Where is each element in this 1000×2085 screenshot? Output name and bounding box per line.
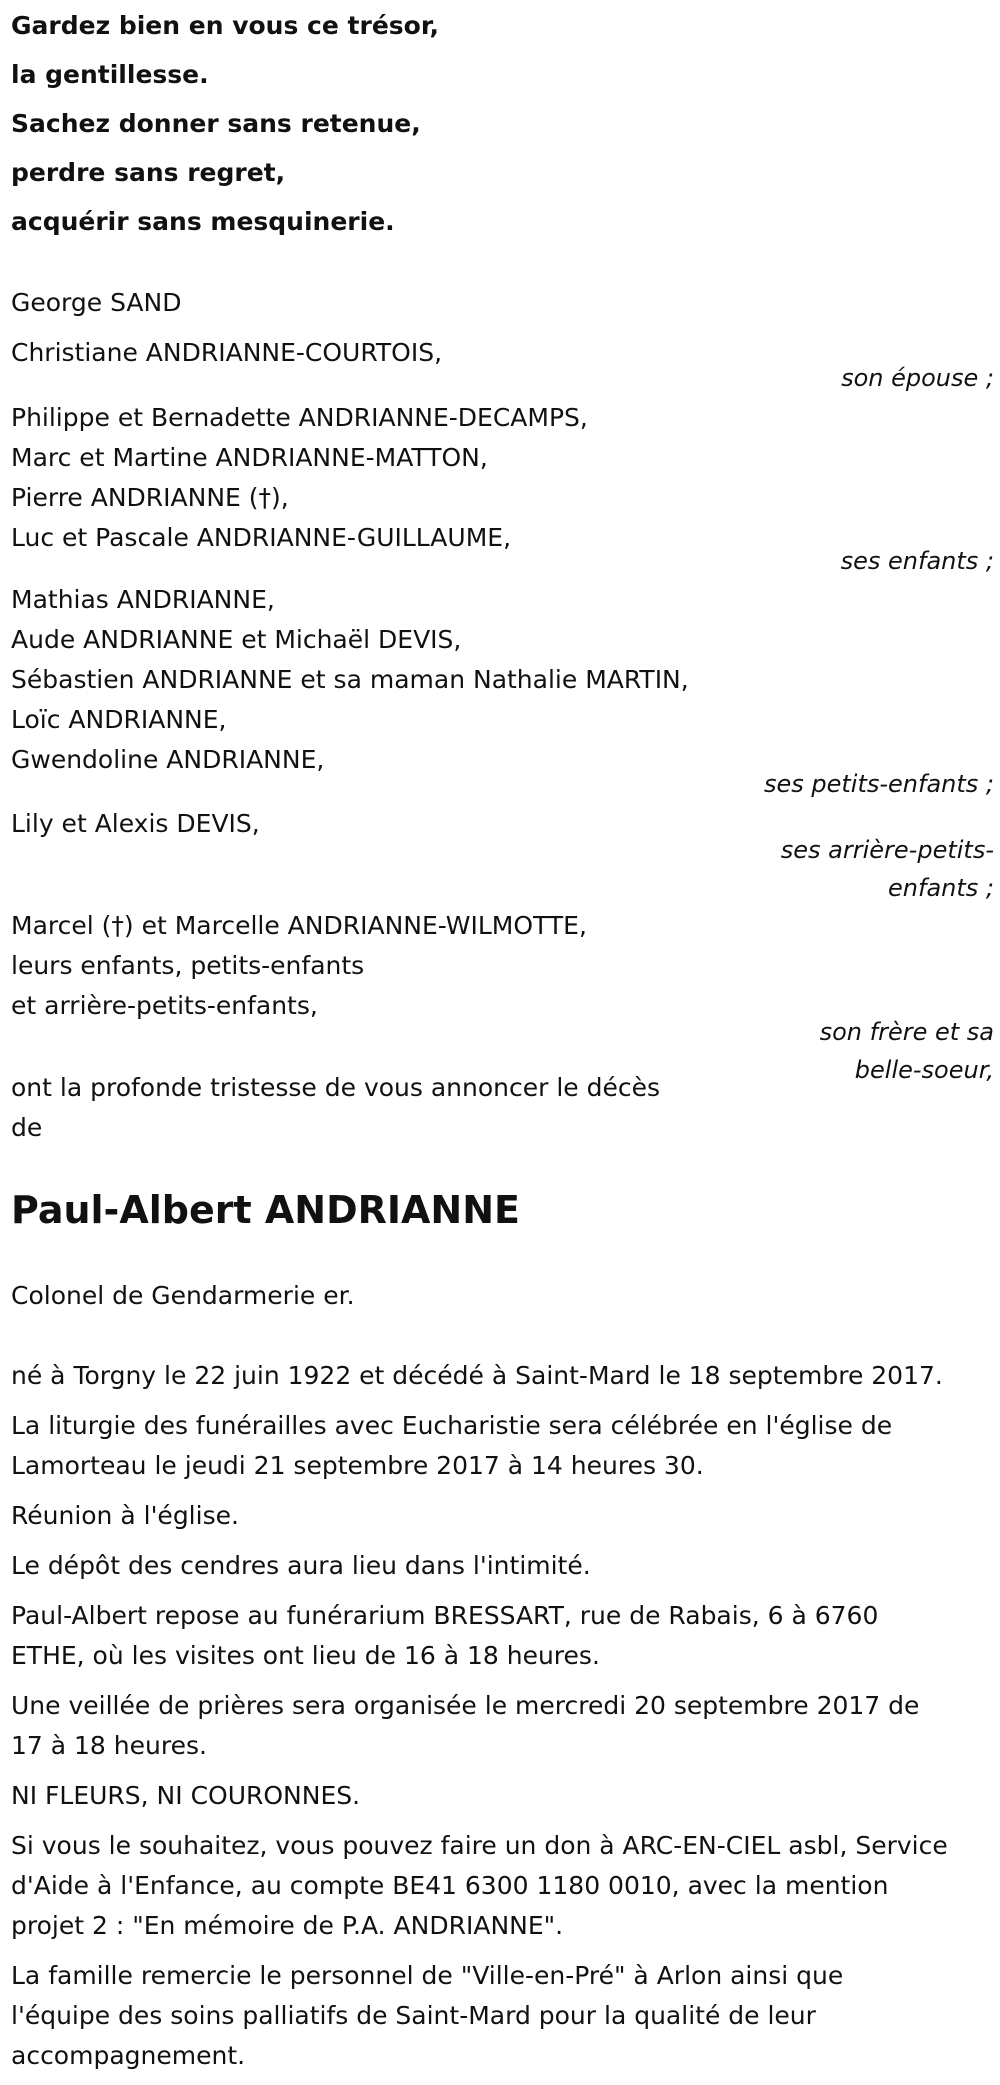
grandchild-name: Sébastien ANDRIANNE et sa maman Nathalie MARTIN,: [11, 665, 689, 694]
detail-line: NI FLEURS, NI COURONNES.: [11, 1781, 361, 1810]
child-name: Marc et Martine ANDRIANNE-MATTON,: [11, 443, 488, 472]
detail-line: né à Torgny le 22 juin 1922 et décédé à Saint-Mard le 18 septembre 2017.: [11, 1361, 943, 1390]
detail-line: projet 2 : "En mémoire de P.A. ANDRIANNE".: [11, 1911, 564, 1940]
announcement-line: ont la profonde tristesse de vous annoncer le décès: [11, 1073, 661, 1102]
detail-line: l'équipe des soins palliatifs de Saint-Mard pour la qualité de leur: [11, 2001, 816, 2030]
siblings-relation: son frère et sa: [819, 1018, 994, 1046]
quote-line: perdre sans regret,: [11, 158, 286, 187]
quote-line: la gentillesse.: [11, 60, 209, 89]
quote-author: George SAND: [11, 288, 182, 317]
detail-line: Réunion à l'église.: [11, 1501, 239, 1530]
detail-line: Paul-Albert repose au funérarium BRESSART, rue de Rabais, 6 à 6760: [11, 1601, 879, 1630]
child-name: Pierre ANDRIANNE (†),: [11, 483, 289, 512]
quote-line: Gardez bien en vous ce trésor,: [11, 11, 439, 40]
quote-line: Sachez donner sans retenue,: [11, 109, 421, 138]
detail-line: d'Aide à l'Enfance, au compte BE41 6300 1180 0010, avec la mention: [11, 1871, 889, 1900]
grandchildren-relation: ses petits-enfants ;: [763, 770, 994, 798]
great-grandchildren-relation: enfants ;: [888, 874, 994, 902]
grandchild-name: Loïc ANDRIANNE,: [11, 705, 227, 734]
deceased-title: Colonel de Gendarmerie er.: [11, 1281, 355, 1310]
announcement-line: de: [11, 1113, 43, 1142]
grandchild-name: Aude ANDRIANNE et Michaël DEVIS,: [11, 625, 462, 654]
child-name: Philippe et Bernadette ANDRIANNE-DECAMPS,: [11, 403, 588, 432]
detail-line: 17 à 18 heures.: [11, 1731, 207, 1760]
quote-line: acquérir sans mesquinerie.: [11, 207, 395, 236]
detail-line: Le dépôt des cendres aura lieu dans l'intimité.: [11, 1551, 591, 1580]
grandchild-name: Mathias ANDRIANNE,: [11, 585, 275, 614]
spouse-relation: son épouse ;: [841, 364, 994, 392]
great-grandchild-name: Lily et Alexis DEVIS,: [11, 809, 260, 838]
detail-line: accompagnement.: [11, 2041, 246, 2070]
child-name: Luc et Pascale ANDRIANNE-GUILLAUME,: [11, 523, 512, 552]
detail-line: La famille remercie le personnel de "Ville-en-Pré" à Arlon ainsi que: [11, 1961, 844, 1990]
sibling-line: Marcel (†) et Marcelle ANDRIANNE-WILMOTTE,: [11, 911, 587, 940]
detail-line: Si vous le souhaitez, vous pouvez faire un don à ARC-EN-CIEL asbl, Service: [11, 1831, 948, 1860]
sibling-line: leurs enfants, petits-enfants: [11, 951, 365, 980]
children-relation: ses enfants ;: [840, 547, 994, 575]
sibling-line: et arrière-petits-enfants,: [11, 991, 318, 1020]
spouse-name: Christiane ANDRIANNE-COURTOIS,: [11, 338, 443, 367]
deceased-name: Paul-Albert ANDRIANNE: [11, 1188, 520, 1232]
detail-line: La liturgie des funérailles avec Eucharistie sera célébrée en l'église de: [11, 1411, 893, 1440]
detail-line: ETHE, où les visites ont lieu de 16 à 18 heures.: [11, 1641, 600, 1670]
siblings-relation: belle-soeur,: [854, 1056, 994, 1084]
detail-line: Lamorteau le jeudi 21 septembre 2017 à 14 heures 30.: [11, 1451, 704, 1480]
great-grandchildren-relation: ses arrière-petits-: [780, 836, 994, 864]
grandchild-name: Gwendoline ANDRIANNE,: [11, 745, 325, 774]
detail-line: Une veillée de prières sera organisée le mercredi 20 septembre 2017 de: [11, 1691, 920, 1720]
